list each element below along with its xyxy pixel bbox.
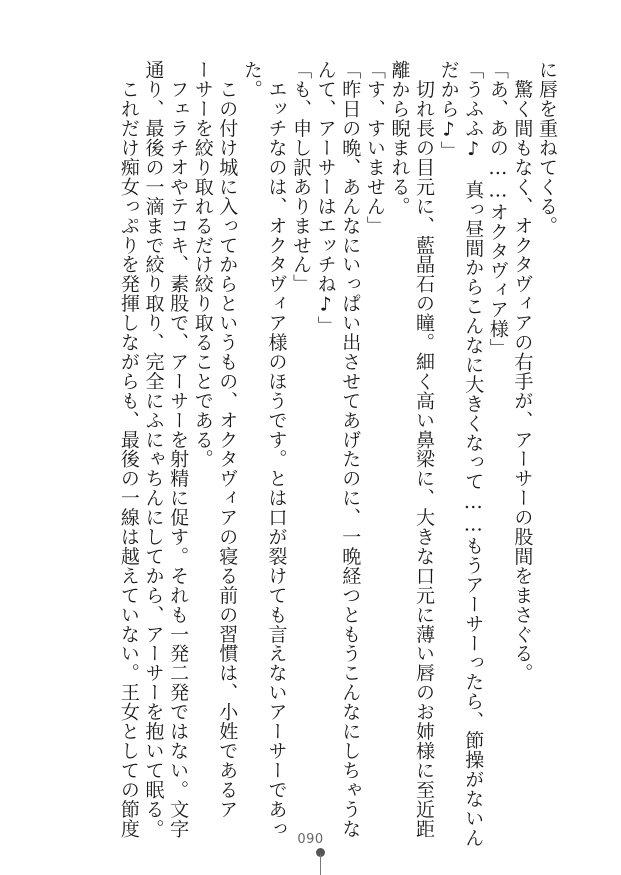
text-line: フェラチオやテコキ、素股で、アーサーを射精に促す。それも一発二発ではない。文字 [167,60,190,838]
page-marker-line [320,854,321,875]
text-line: 離から睨まれる。 [388,60,411,216]
text-line: 「うふふ♪ 真っ昼間からこんなに大きくなって……もうアーサーったら、節操がないん [462,60,485,847]
text-line: 「も、申し訳ありません」 [290,60,313,294]
text-line: た。 [240,60,263,99]
text-line: 「あ、あの……オクタヴィア様」 [486,60,509,358]
text-line: ーサーを絞り取れるだけ絞り取ることである。 [191,60,214,469]
text-line: だから♪」 [437,60,460,161]
text-line: 驚く間もなく、オクタヴィアの右手が、アーサーの股間をまさぐる。 [511,60,534,683]
text-line: 「昨日の晩、あんなにいっぱい出させてあげたのに、一晩経つともうこんなにしちゃうな [339,60,362,838]
text-line: 通り、最後の一滴まで絞り取り、完全にふにゃちんにしてから、アーサーを抱いて眠る。 [142,60,165,838]
text-line: んて、アーサーはエッチね♪」 [314,60,337,336]
text-line: に唇を重ねてくる。 [536,60,558,236]
text-line: エッチなのは、オクタヴィア様のほうです。とは口が裂けても言えないアーサーであっ [265,60,288,838]
text-line: 「す、すいません」 [363,60,386,236]
page-number: 090 [297,832,324,847]
text-line: 切れ長の目元に、藍晶石の瞳。細く高い鼻梁に、大きな口元に薄い唇のお姉様に至近距 [413,60,436,839]
text-line: これだけ痴女っぷりを発揮しながらも、最後の一線は越えていない。王女としての節度 [117,60,140,838]
text-line: この付け城に入ってからというもの、オクタヴィアの寝る前の習慣は、小姓であるア [216,60,239,819]
